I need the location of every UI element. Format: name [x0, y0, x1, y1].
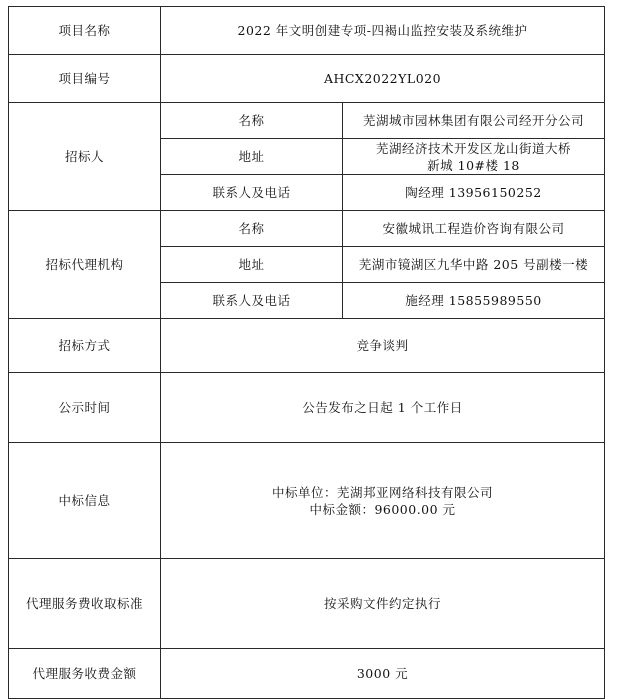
tenderer-address-line1: 芜湖经济技术开发区龙山街道大桥	[376, 140, 572, 156]
project-no-value: AHCX2022YL020	[161, 55, 605, 103]
agency-label: 招标代理机构	[9, 211, 161, 319]
winner-amount: 中标金额：96000.00 元	[309, 501, 456, 517]
agency-name-label: 名称	[161, 211, 343, 247]
tender-result-table	[8, 6, 605, 699]
tenderer-contact-label: 联系人及电话	[161, 175, 343, 211]
tenderer-name-label: 名称	[161, 103, 343, 139]
tenderer-address-line2: 新城 10#楼 18	[427, 157, 520, 173]
winner-unit: 中标单位：芜湖邦亚网络科技有限公司	[272, 484, 494, 500]
method-value: 竞争谈判	[161, 319, 605, 373]
tenderer-address-value	[343, 139, 605, 175]
notice-period-label: 公示时间	[9, 373, 161, 443]
fee-amount-label: 代理服务收费金额	[9, 649, 161, 699]
fee-standard-value: 按采购文件约定执行	[161, 559, 605, 649]
agency-address-label: 地址	[161, 247, 343, 283]
agency-contact-label: 联系人及电话	[161, 283, 343, 319]
row-winner	[9, 443, 605, 559]
row-method	[9, 319, 605, 373]
agency-name-value: 安徽城讯工程造价咨询有限公司	[343, 211, 605, 247]
notice-period-value: 公告发布之日起 1 个工作日	[161, 373, 605, 443]
winner-label: 中标信息	[9, 443, 161, 559]
tenderer-contact-value: 陶经理 13956150252	[343, 175, 605, 211]
row-notice-period	[9, 373, 605, 443]
fee-standard-label: 代理服务费收取标准	[9, 559, 161, 649]
row-fee-standard	[9, 559, 605, 649]
method-label: 招标方式	[9, 319, 161, 373]
row-project-name	[9, 7, 605, 55]
tenderer-name-value: 芜湖城市园林集团有限公司经开分公司	[343, 103, 605, 139]
agency-address-value: 芜湖市镜湖区九华中路 205 号副楼一楼	[343, 247, 605, 283]
project-name-label: 项目名称	[9, 7, 161, 55]
row-fee-amount	[9, 649, 605, 699]
fee-amount-value: 3000 元	[161, 649, 605, 699]
winner-value	[161, 443, 605, 559]
tenderer-label: 招标人	[9, 103, 161, 211]
row-agency-name	[9, 211, 605, 247]
project-no-label: 项目编号	[9, 55, 161, 103]
project-name-value: 2022 年文明创建专项-四褐山监控安装及系统维护	[161, 7, 605, 55]
row-project-no	[9, 55, 605, 103]
tenderer-address-label: 地址	[161, 139, 343, 175]
agency-contact-value: 施经理 15855989550	[343, 283, 605, 319]
row-tenderer-name	[9, 103, 605, 139]
